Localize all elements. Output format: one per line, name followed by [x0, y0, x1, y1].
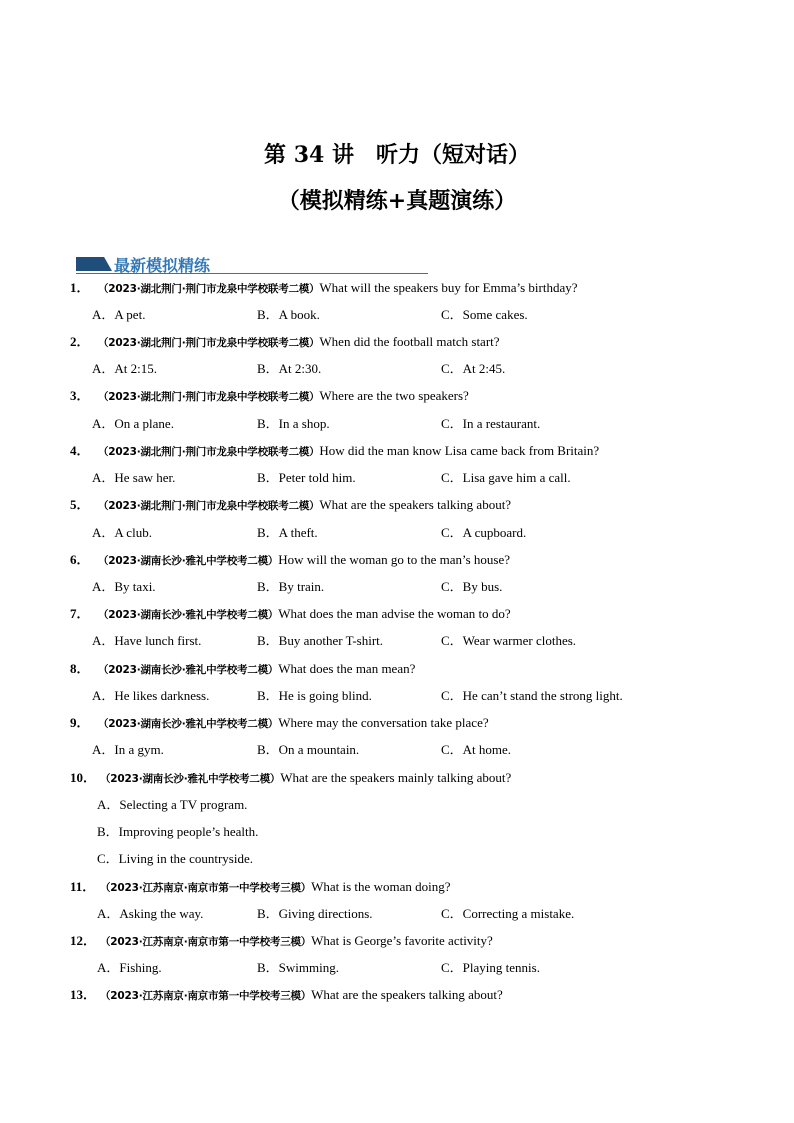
option-b: B．Peter told him.: [257, 470, 356, 485]
question-number: 6．: [70, 552, 90, 567]
option-a: A．On a plane.: [92, 416, 174, 431]
question-number: 1．: [70, 280, 90, 295]
question-source: （2023·湖北荆门·荆门市龙泉中学校联考二模）: [98, 337, 320, 349]
option-b: B．On a mountain.: [257, 742, 360, 757]
option-b: B．Improving people’s health.: [97, 824, 259, 839]
question-number: 5．: [70, 497, 90, 512]
question-number: 13．: [70, 987, 97, 1002]
question-number: 12．: [70, 933, 97, 948]
question-number: 11．: [70, 879, 96, 894]
option-b: B．In a shop.: [257, 416, 330, 431]
question-9: [70, 715, 489, 732]
question-1: [70, 280, 578, 297]
question-number: 9．: [70, 715, 90, 730]
option-a: A．At 2:15.: [92, 361, 158, 376]
question-number: 4．: [70, 443, 90, 458]
question-source: （2023·湖南长沙·雅礼中学校考二模）: [98, 555, 279, 567]
question-12: [70, 933, 493, 950]
option-c: C．Playing tennis.: [441, 960, 540, 975]
section-banner-tab: [76, 257, 112, 271]
option-b: B．He is going blind.: [257, 688, 372, 703]
option-c: C．By bus.: [441, 579, 503, 594]
option-c: C．Living in the countryside.: [97, 851, 253, 866]
section-rule: [76, 273, 428, 274]
option-c: C．Correcting a mistake.: [441, 906, 575, 921]
question-source: （2023·江苏南京·南京市第一中学校考三模）: [100, 936, 312, 948]
option-c: C．A cupboard.: [441, 525, 527, 540]
option-c: C．At 2:45.: [441, 361, 506, 376]
question-10: [70, 770, 511, 787]
option-a: A．Asking the way.: [97, 906, 204, 921]
option-a: A．Have lunch first.: [92, 633, 202, 648]
question-text: What are the speakers mainly talking about?: [280, 770, 512, 785]
question-11: [70, 879, 450, 896]
option-c: C．He can’t stand the strong light.: [441, 688, 623, 703]
option-b: B．At 2:30.: [257, 361, 322, 376]
question-2: [70, 334, 500, 351]
option-b: B．By train.: [257, 579, 325, 594]
question-text: What is the woman doing?: [311, 879, 451, 894]
option-b: B．A book.: [257, 307, 320, 322]
option-a: A．A pet.: [92, 307, 146, 322]
question-3: [70, 388, 469, 405]
question-source: （2023·湖北荆门·荆门市龙泉中学校联考二模）: [98, 391, 320, 403]
option-b: B．Buy another T-shirt.: [257, 633, 384, 648]
page-title: 第 34 讲 听力（短对话）: [264, 142, 530, 168]
question-text: Where are the two speakers?: [319, 388, 469, 403]
option-a: A．Selecting a TV program.: [97, 797, 248, 812]
question-text: What is George’s favorite activity?: [311, 933, 493, 948]
question-number: 8．: [70, 661, 90, 676]
question-source: （2023·湖南长沙·雅礼中学校考二模）: [100, 773, 281, 785]
section-label: 最新模拟精练: [114, 256, 211, 275]
question-text: How did the man know Lisa came back from Britain?: [319, 443, 600, 458]
option-a: A．He likes darkness.: [92, 688, 210, 703]
page-subtitle: （模拟精练+真题演练）: [277, 188, 517, 214]
question-number: 7．: [70, 606, 90, 621]
option-c: C．Some cakes.: [441, 307, 528, 322]
option-c: C．Lisa gave him a call.: [441, 470, 571, 485]
question-8: [70, 661, 415, 678]
question-number: 2．: [70, 334, 90, 349]
question-text: What does the man mean?: [278, 661, 416, 676]
option-b: B．A theft.: [257, 525, 318, 540]
question-text: Where may the conversation take place?: [278, 715, 489, 730]
question-source: （2023·江苏南京·南京市第一中学校考三模）: [100, 882, 312, 894]
option-c: C．Wear warmer clothes.: [441, 633, 577, 648]
question-source: （2023·湖南长沙·雅礼中学校考二模）: [98, 718, 279, 730]
question-source: （2023·湖北荆门·荆门市龙泉中学校联考二模）: [98, 446, 320, 458]
option-a: A．He saw her.: [92, 470, 176, 485]
option-b: B．Giving directions.: [257, 906, 373, 921]
question-source: （2023·江苏南京·南京市第一中学校考三模）: [100, 990, 312, 1002]
question-text: When did the football match start?: [319, 334, 500, 349]
option-c: C．In a restaurant.: [441, 416, 541, 431]
question-4: [70, 443, 599, 460]
question-number: 3．: [70, 388, 90, 403]
section-banner: [76, 254, 428, 274]
question-source: （2023·湖南长沙·雅礼中学校考二模）: [98, 664, 279, 676]
question-source: （2023·湖北荆门·荆门市龙泉中学校联考二模）: [98, 283, 320, 295]
question-text: What will the speakers buy for Emma’s birthday?: [319, 280, 578, 295]
option-c: C．At home.: [441, 742, 512, 757]
question-text: What does the man advise the woman to do?: [278, 606, 511, 621]
option-a: A．Fishing.: [97, 960, 162, 975]
question-13: [70, 987, 503, 1004]
question-6: [70, 552, 510, 569]
question-source: （2023·湖南长沙·雅礼中学校考二模）: [98, 609, 279, 621]
question-5: [70, 497, 511, 514]
option-a: A．By taxi.: [92, 579, 156, 594]
question-7: [70, 606, 511, 623]
option-a: A．In a gym.: [92, 742, 164, 757]
question-text: How will the woman go to the man’s house?: [278, 552, 511, 567]
question-text: What are the speakers talking about?: [311, 987, 503, 1002]
question-source: （2023·湖北荆门·荆门市龙泉中学校联考二模）: [98, 500, 320, 512]
option-a: A．A club.: [92, 525, 152, 540]
question-text: What are the speakers talking about?: [319, 497, 512, 512]
question-number: 10．: [70, 770, 97, 785]
option-b: B．Swimming.: [257, 960, 339, 975]
